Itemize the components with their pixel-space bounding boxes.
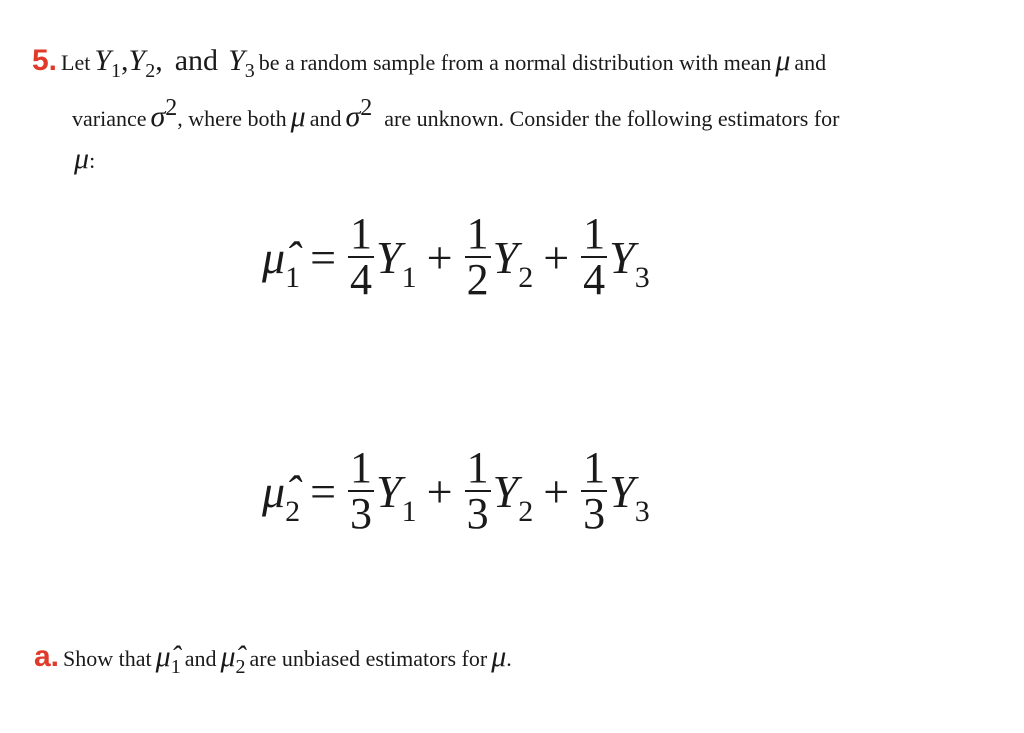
period: . bbox=[506, 646, 512, 671]
problem-number: 5. bbox=[32, 44, 58, 77]
where-text: , where both bbox=[177, 106, 287, 131]
equals-sign: = bbox=[310, 231, 337, 283]
plus-sign: + bbox=[426, 231, 453, 283]
problem-line-3 bbox=[74, 142, 95, 176]
fraction: $\frac{1}{3}$ bbox=[466, 443, 489, 538]
term-y3: $Y_3$ bbox=[609, 231, 650, 294]
mu-symbol: μ bbox=[74, 142, 90, 175]
mu-symbol: μ bbox=[775, 44, 791, 77]
mu-hat-2: $\mû_2$ bbox=[220, 640, 246, 678]
plus-sign: + bbox=[426, 465, 453, 517]
fraction: $\frac{1}{4}$ bbox=[583, 209, 606, 304]
colon: : bbox=[89, 148, 96, 173]
mu-hat-1: $\mû_1$ bbox=[155, 640, 181, 678]
show-that-text: Show that bbox=[63, 646, 152, 671]
problem-line-1: 5. Let $Y_1,Y_2$, and $Y_3$ be a random sample from a normal distribution with mean μ and bbox=[32, 44, 827, 82]
sigma-squared: $\sigma^2$ bbox=[345, 95, 373, 133]
estimator-equation-1 bbox=[262, 209, 650, 304]
line1-rest: be a random sample from a normal distribution with mean bbox=[258, 50, 772, 75]
and-text: and bbox=[309, 106, 342, 131]
term-y2: $Y_2$ bbox=[492, 231, 534, 294]
mu-hat-2: $\mû_2$ bbox=[262, 465, 301, 528]
plus-sign: + bbox=[543, 465, 570, 517]
and-text: and bbox=[174, 44, 219, 77]
let-text: Let bbox=[61, 50, 91, 75]
sigma-squared: $\sigma^2$ bbox=[150, 95, 178, 133]
equals-sign: = bbox=[310, 465, 337, 517]
part-a-label: a. bbox=[34, 640, 60, 673]
var-y2: $Y_2$ bbox=[128, 44, 156, 82]
estimator-equation-2 bbox=[262, 443, 650, 538]
term-y1: $Y_1$ bbox=[376, 465, 417, 528]
fraction: $\frac{1}{3}$ bbox=[583, 443, 606, 538]
fraction: $\frac{1}{3}$ bbox=[350, 443, 373, 538]
line2-rest: are unknown. Consider the following estimators for bbox=[384, 106, 840, 131]
variance-text: variance bbox=[72, 106, 147, 131]
var-y1: $Y_1$ bbox=[94, 44, 122, 82]
plus-sign: + bbox=[543, 231, 570, 283]
mu-symbol: μ bbox=[290, 100, 306, 133]
and-text: and bbox=[184, 646, 217, 671]
part-a-rest: are unbiased estimators for bbox=[249, 646, 488, 671]
and-text-2: and bbox=[794, 50, 827, 75]
problem-line-2 bbox=[72, 95, 840, 134]
var-y3: $Y_3$ bbox=[228, 44, 255, 82]
fraction: $\frac{1}{4}$ bbox=[350, 209, 373, 304]
mu-hat-1: $\mû_1$ bbox=[262, 231, 301, 294]
fraction: $\frac{1}{2}$ bbox=[466, 209, 489, 304]
term-y2: $Y_2$ bbox=[492, 465, 534, 528]
term-y3: $Y_3$ bbox=[609, 465, 650, 528]
mu-symbol: μ bbox=[491, 640, 507, 673]
term-y1: $Y_1$ bbox=[376, 231, 417, 294]
part-a bbox=[34, 640, 512, 678]
